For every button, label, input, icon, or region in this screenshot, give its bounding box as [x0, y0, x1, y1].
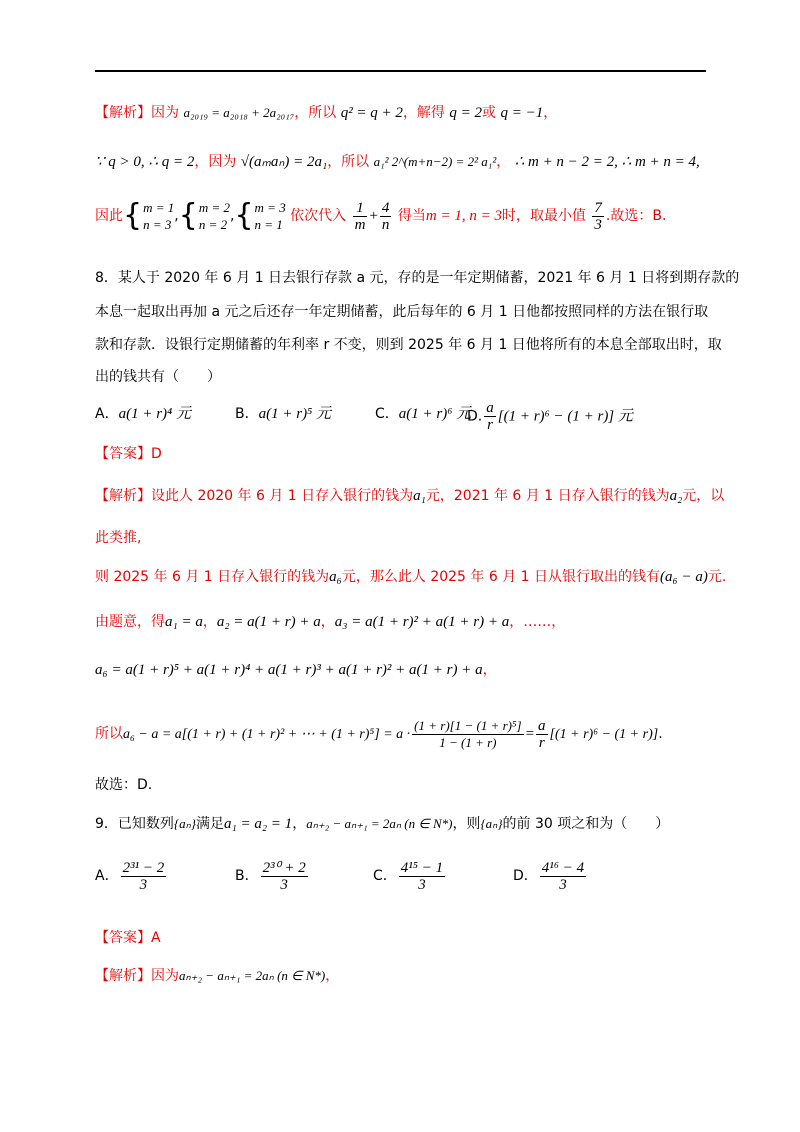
fraction: $\frac{\text{2³⁰ + 2}}{3}$	[262, 859, 306, 893]
equation-system: m = 2 n = 2	[198, 200, 230, 232]
fraction: $\frac{7}{3}$	[594, 199, 602, 233]
analysis-tag: 【解析】	[95, 105, 151, 121]
sol8-line2: 此类推,	[95, 530, 142, 546]
equation-system: m = 3 n = 1	[254, 200, 286, 232]
fraction: $\frac{a}{r}$	[538, 717, 546, 751]
equation: q = 2	[449, 105, 483, 121]
equation-system: m = 1 n = 3	[143, 200, 175, 232]
q8-line1: 8．某人于 2020 年 6 月 1 日去银行存款 a 元，存的是一年定期储蓄，2021 年 6 月 1 日将到期存款的	[95, 270, 740, 286]
sol8-line5: a₆ = a(1 + r)⁵ + a(1 + r)⁴ + a(1 + r)³ + a(1 + r)² + a(1 + r) + a，	[95, 662, 497, 678]
fraction: $\frac{\text{2³¹ − 2}}{3}$	[122, 859, 165, 893]
q8-line3: 款和存款．设银行定期储蓄的年利率 r 不变，则到 2025 年 6 月 1 日他将所有的本息全部取出时，取	[95, 337, 722, 353]
sol7-line2: ∵ q > 0, ∴ q = 2，因为 √(aₘaₙ) = 2a₁，所以 a₁² 2^(m+n−2) = 2² a₁²， ∴ m + n − 2 = 2, ∴ m + n = 4,	[95, 154, 700, 170]
fraction: $\frac{1}{m}$	[354, 199, 366, 233]
option-c: C． $\frac{\text{4¹⁵ − 1}}{3}$	[373, 859, 444, 893]
fraction: $\frac{\text{(1 + r)[1 − (1 + r)⁵]}}{1 - (1 + r)}$	[414, 717, 522, 750]
header-rule	[95, 70, 706, 72]
option-c: C．a(1 + r)⁶ 元	[375, 406, 472, 422]
sol8-line4: 由题意，得a₁ = a，a₂ = a(1 + r) + a，a₃ = a(1 + r)² + a(1 + r) + a，……，	[95, 614, 566, 630]
sol7-line3: 因此{m = 1 n = 3,{m = 2 n = 2,{m = 3 n = 1 依次代入 $\frac{1}{m}$ + $\frac{4}{n}$ 得当m = 1, n = 3时，取最小值 $\frac{7}{3}$ .故选：B.	[95, 198, 667, 233]
fraction: $\frac{\text{4¹⁶ − 4}}{3}$	[541, 859, 585, 893]
option-b: B． $\frac{\text{2³⁰ + 2}}{3}$	[235, 859, 306, 893]
sol9-line1: 【解析】因为aₙ₊₂ − aₙ₊₁ = 2aₙ (n ∈ N*)，	[95, 968, 340, 984]
option-a: A．a(1 + r)⁴ 元	[95, 406, 191, 422]
sol8-line6: 所以a₆ − a = a[(1 + r) + (1 + r)² + ⋯ + (1 + r)⁵] = a · $\frac{\text{(1 + r)[1 − (1 + r)⁵]}}{1 - (1 + r)}$ = $\frac{a}{r}$ [(1 + r)⁶ − (1 + r)].	[95, 717, 663, 751]
q8-answer: 【答案】D	[95, 446, 162, 462]
q8-line4: 出的钱共有（ ）	[95, 369, 221, 385]
q9-answer: 【答案】A	[95, 930, 161, 946]
option-b: B．a(1 + r)⁵ 元	[235, 406, 332, 422]
q8-line2: 本息一起取出再加 a 元之后还存一年定期储蓄，此后每年的 6 月 1 日他都按照同样的方法在银行取	[95, 304, 709, 320]
option-d: D. $\frac{a}{r}$ [(1 + r)⁶ − (1 + r)] 元	[467, 400, 633, 433]
equation: ∴ m + n − 2 = 2, ∴ m + n = 4,	[514, 154, 700, 170]
fraction: $\frac{\text{4¹⁵ − 1}}{3}$	[400, 859, 444, 893]
equation: a₂₀₁₉ = a₂₀₁₈ + 2a₂₀₁₇	[183, 105, 295, 120]
sol8-line1: 【解析】设此人 2020 年 6 月 1 日存入银行的钱为a₁元，2021 年 6 月 1 日存入银行的钱为a₂元，以	[95, 488, 725, 504]
equation: ∵ q > 0, ∴ q = 2	[95, 154, 195, 170]
q9-options	[95, 858, 706, 898]
fraction: $\frac{a}{r}$	[486, 400, 494, 433]
q9-line1: 9．已知数列{aₙ}满足a₁ = a₂ = 1，aₙ₊₂ − aₙ₊₁ = 2aₙ (n ∈ N*)，则{aₙ}的前 30 项之和为（ ）	[95, 816, 670, 832]
sol8-line3: 则 2025 年 6 月 1 日存入银行的钱为a₆元，那么此人 2025 年 6 月 1 日从银行取出的钱有(a₆ − a)元.	[95, 569, 727, 585]
fraction: $\frac{4}{n}$	[381, 199, 390, 233]
equation: q = −1	[500, 105, 544, 121]
equation: √(aₘaₙ) = 2a₁	[240, 154, 328, 170]
equation: q² = q + 2	[340, 105, 403, 121]
sol8-line7: 故选：D.	[95, 777, 153, 793]
equation: a₁² 2^(m+n−2) = 2² a₁²	[373, 154, 497, 169]
option-d: D． $\frac{\text{4¹⁶ − 4}}{3}$	[513, 859, 585, 893]
sol7-line1: 【解析】因为 a₂₀₁₉ = a₂₀₁₈ + 2a₂₀₁₇，所以 q² = q + 2，解得 q = 2或 q = −1，	[95, 105, 558, 121]
option-a: A． $\frac{\text{2³¹ − 2}}{3}$	[95, 859, 165, 893]
